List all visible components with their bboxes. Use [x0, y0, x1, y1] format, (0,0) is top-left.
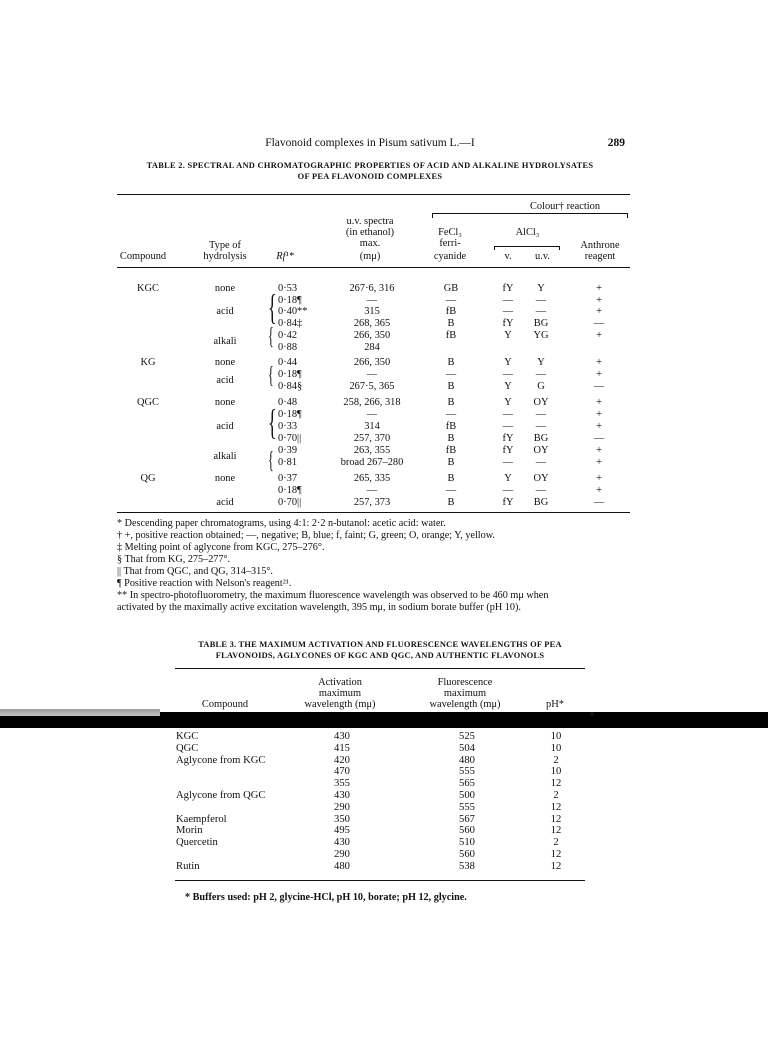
t2-footnote: § That from KG, 275–277°. [117, 554, 231, 565]
t2-cell-fe: B [447, 357, 455, 368]
t3-cell-act: 420 [334, 755, 350, 766]
t2-cell-u: — [535, 409, 547, 420]
t3-cell-flu: 560 [459, 825, 475, 836]
table3-bottom-rule [175, 880, 585, 881]
t2-cell-u: OY [533, 445, 549, 456]
t2-cell-uv: 267·6, 316 [349, 283, 395, 294]
t2-cell-an: + [596, 283, 602, 294]
t2-cell-uv: 315 [364, 306, 380, 317]
t2-cell-compound: KGC [137, 283, 159, 294]
t2-cell-an: + [596, 397, 602, 408]
t2-cell-v: fY [502, 283, 514, 294]
t2-cell-u: BG [533, 318, 549, 329]
t2-cell-v: fY [502, 433, 514, 444]
t3-cell-ph: 12 [550, 861, 562, 872]
t2-cell-v: fY [502, 318, 514, 329]
header-uv: u.v. [535, 251, 550, 262]
t2-cell-fe: B [447, 433, 455, 444]
t2-cell-hyd: acid [216, 421, 234, 432]
header-hydrolysis-1: Type of [209, 240, 241, 251]
header-hydrolysis-2: hydrolysis [203, 251, 247, 262]
scan-artifact-black-bar [0, 716, 768, 728]
t2-cell-fe: B [447, 457, 455, 468]
t2-cell-an: + [596, 330, 602, 341]
page-number: 289 [607, 137, 625, 149]
table2-caption-line1: TABLE 2. SPECTRAL AND CHROMATOGRAPHIC PROPERTIES OF ACID AND ALKALINE HYDROLYSATES [146, 161, 594, 170]
t2-cell-an: — [593, 318, 605, 329]
t2-cell-uv: 314 [364, 421, 380, 432]
t2-cell-an: + [596, 295, 602, 306]
t2-cell-v: Y [504, 381, 512, 392]
t3-cell-act: 480 [334, 861, 350, 872]
rf-group-brace: { [268, 448, 274, 474]
t2-cell-v: Y [504, 330, 512, 341]
t3-cell-compound: Aglycone from QGC [176, 790, 266, 801]
t3-cell-compound: Morin [176, 825, 203, 836]
table2-caption-line2: OF PEA FLAVONOID COMPLEXES [297, 172, 443, 181]
t2-cell-rf: 0·44 [278, 357, 298, 368]
table2-caption [110, 160, 630, 182]
t2-cell-uv: — [366, 485, 378, 496]
t2-cell-v: fY [502, 445, 514, 456]
t2-footnote: † +, positive reaction obtained; —, negative; B, blue; f, faint; G, green; O, orange; Y, yellow. [117, 530, 495, 541]
t2-cell-v: — [502, 485, 514, 496]
t2-cell-rf: 0·40** [278, 306, 308, 317]
t3-cell-flu: 525 [459, 731, 475, 742]
t2-cell-u: — [535, 295, 547, 306]
t2-cell-fe: fB [445, 330, 457, 341]
t2-cell-rf: 0·70|| [278, 497, 302, 508]
t2-cell-compound: QGC [137, 397, 159, 408]
bracket-tick-right [627, 213, 628, 218]
table3-footnote: * Buffers used: pH 2, glycine-HCl, pH 10, borate; pH 12, glycine. [185, 892, 467, 903]
t2-cell-rf: 0·84§ [278, 381, 303, 392]
t2-footnote: * Descending paper chromatograms, using 4:1: 2·2 n-butanol: acetic acid: water. [117, 518, 446, 529]
header-alcl: AlCl₃ [515, 227, 540, 238]
t3-cell-ph: 10 [550, 766, 562, 777]
header-anthrone-1: Anthrone [580, 240, 620, 251]
t3-cell-ph: 2 [553, 790, 559, 801]
t2-footnote: ¶ Positive reaction with Nelson's reagent²¹. [117, 578, 292, 589]
t3-cell-act: 495 [334, 825, 350, 836]
t3-header-flu-3: wavelength (mμ) [429, 699, 501, 710]
t2-cell-u: — [535, 485, 547, 496]
t2-cell-u: YG [533, 330, 549, 341]
t2-cell-hyd: acid [216, 375, 234, 386]
t2-footnote: || That from QGC, and QG, 314–315°. [117, 566, 273, 577]
t2-cell-v: — [502, 457, 514, 468]
t2-cell-an: — [593, 433, 605, 444]
t2-cell-an: + [596, 369, 602, 380]
table3-caption [180, 639, 580, 661]
t2-cell-hyd: none [214, 357, 236, 368]
t2-cell-u: OY [533, 473, 549, 484]
t2-cell-rf: 0·88 [278, 342, 298, 353]
t3-header-compound: Compound [201, 699, 249, 710]
t2-cell-uv: 266, 350 [353, 330, 391, 341]
t2-cell-rf: 0·18¶ [278, 409, 302, 420]
t2-cell-rf: 0·70|| [278, 433, 302, 444]
t2-cell-an: + [596, 421, 602, 432]
t2-cell-fe: — [445, 369, 457, 380]
t3-cell-ph: 2 [553, 837, 559, 848]
header-colour-reaction: Colour† reaction [529, 201, 601, 212]
t2-cell-hyd: acid [216, 306, 234, 317]
t3-cell-ph: 2 [553, 755, 559, 766]
t3-cell-compound: Kaempferol [176, 814, 227, 825]
t2-cell-uv: 257, 373 [353, 497, 391, 508]
t2-cell-rf: 0·48 [278, 397, 298, 408]
t2-cell-v: — [502, 295, 514, 306]
t2-cell-an: + [596, 306, 602, 317]
t2-cell-v: Y [504, 397, 512, 408]
t2-cell-rf: 0·33 [278, 421, 298, 432]
t3-cell-act: 415 [334, 743, 350, 754]
t2-cell-u: — [535, 306, 547, 317]
t3-cell-flu: 504 [459, 743, 475, 754]
t2-cell-uv: 284 [364, 342, 380, 353]
t2-cell-v: fY [502, 497, 514, 508]
t2-cell-uv: 266, 350 [353, 357, 391, 368]
bracket-tick-left [432, 213, 433, 218]
t2-cell-fe: B [447, 397, 455, 408]
t2-cell-fe: fB [445, 421, 457, 432]
table3-top-rule [175, 668, 585, 669]
t2-cell-rf: 0·84‡ [278, 318, 303, 329]
t2-cell-u: G [537, 381, 545, 392]
t2-cell-uv: — [366, 409, 378, 420]
t2-cell-rf: 0·81 [278, 457, 298, 468]
t2-cell-uv: 265, 335 [353, 473, 391, 484]
t2-cell-fe: — [445, 409, 457, 420]
t2-footnote: ** In spectro-photofluorometry, the maximum fluorescence wavelength was observed to be 460 mμ when [117, 590, 549, 601]
t2-cell-u: — [535, 457, 547, 468]
t2-cell-an: + [596, 409, 602, 420]
table3-caption-line2: FLAVONOIDS, AGLYCONES OF KGC AND QGC, AND AUTHENTIC FLAVONOLS [215, 651, 545, 660]
header-fecl-2: ferri- [439, 238, 461, 249]
t2-footnote: activated by the maximally active excitation wavelength, 395 mμ, in sodium borate buffer (pH 10). [117, 602, 521, 613]
t3-cell-flu: 555 [459, 802, 475, 813]
header-v: v. [504, 251, 512, 262]
t2-cell-rf: 0·18¶ [278, 295, 302, 306]
t2-cell-uv: — [366, 369, 378, 380]
alcl-tick-left [494, 246, 495, 250]
t2-cell-hyd: alkali [213, 451, 237, 462]
t3-cell-act: 290 [334, 849, 350, 860]
t3-cell-act: 430 [334, 790, 350, 801]
t3-cell-flu: 560 [459, 849, 475, 860]
t3-cell-ph: 12 [550, 802, 562, 813]
header-uv-4: (mμ) [359, 251, 381, 262]
t2-cell-rf: 0·18¶ [278, 369, 302, 380]
t3-cell-flu: 565 [459, 778, 475, 789]
t2-cell-v: Y [504, 357, 512, 368]
t2-cell-fe: B [447, 318, 455, 329]
t2-cell-u: Y [537, 283, 545, 294]
t3-cell-ph: 10 [550, 731, 562, 742]
t2-cell-fe: — [445, 485, 457, 496]
running-head-title: Flavonoid complexes in Pisum sativum L.—I [265, 137, 475, 149]
header-rf: Rf¹* [276, 251, 294, 262]
t2-cell-an: + [596, 473, 602, 484]
t2-cell-an: — [593, 497, 605, 508]
t2-cell-v: — [502, 409, 514, 420]
t3-cell-act: 470 [334, 766, 350, 777]
rf-group-brace: { [268, 363, 274, 389]
t3-header-ph: pH* [546, 699, 564, 710]
t2-cell-u: OY [533, 397, 549, 408]
t3-cell-compound: Rutin [176, 861, 200, 872]
t3-cell-act: 290 [334, 802, 350, 813]
header-fecl-1: FeCl₃ [438, 227, 462, 238]
t2-cell-an: + [596, 357, 602, 368]
rf-group-brace: { [268, 324, 274, 350]
t3-cell-compound: Aglycone from KGC [176, 755, 266, 766]
t2-cell-an: + [596, 485, 602, 496]
t2-cell-rf: 0·18¶ [278, 485, 302, 496]
t2-cell-uv: broad 267–280 [340, 457, 404, 468]
header-anthrone-2: reagent [584, 251, 616, 262]
t3-header-flu-1: Fluorescence [437, 677, 493, 688]
t2-cell-hyd: none [214, 283, 236, 294]
t2-footnote: ‡ Melting point of aglycone from KGC, 275–276°. [117, 542, 325, 553]
t3-cell-ph: 12 [550, 825, 562, 836]
table3-caption-line1: TABLE 3. THE MAXIMUM ACTIVATION AND FLUORESCENCE WAVELENGTHS OF PEA [198, 640, 562, 649]
table2-header-rule [117, 267, 630, 268]
t2-cell-an: — [593, 381, 605, 392]
t2-cell-fe: B [447, 497, 455, 508]
t2-cell-compound: QG [140, 473, 156, 484]
t2-cell-u: — [535, 369, 547, 380]
t2-cell-uv: 263, 355 [353, 445, 391, 456]
t2-cell-compound: KG [140, 357, 156, 368]
t2-cell-uv: 268, 365 [353, 318, 391, 329]
t2-cell-fe: fB [445, 306, 457, 317]
alcl-tick-right [559, 246, 560, 250]
t3-header-flu-2: maximum [443, 688, 487, 699]
t2-cell-uv: 257, 370 [353, 433, 391, 444]
t2-cell-fe: — [445, 295, 457, 306]
t2-cell-v: Y [504, 473, 512, 484]
header-compound: Compound [119, 251, 167, 262]
t3-cell-flu: 480 [459, 755, 475, 766]
t2-cell-rf: 0·53 [278, 283, 298, 294]
t2-cell-fe: B [447, 381, 455, 392]
scan-speck [590, 712, 594, 716]
t3-cell-compound: KGC [176, 731, 199, 742]
t3-cell-flu: 500 [459, 790, 475, 801]
t2-cell-fe: GB [443, 283, 459, 294]
t2-cell-hyd: acid [216, 497, 234, 508]
t2-cell-uv: 258, 266, 318 [343, 397, 401, 408]
header-uv-3: max. [359, 238, 381, 249]
t3-cell-act: 350 [334, 814, 350, 825]
t3-cell-flu: 510 [459, 837, 475, 848]
t2-cell-v: — [502, 421, 514, 432]
t2-cell-v: — [502, 306, 514, 317]
table2-top-rule [117, 194, 630, 195]
t2-cell-hyd: none [214, 473, 236, 484]
t2-cell-u: — [535, 421, 547, 432]
header-fecl-3: cyanide [433, 251, 467, 262]
t3-cell-ph: 10 [550, 743, 562, 754]
t3-cell-flu: 538 [459, 861, 475, 872]
rf-group-brace: { [268, 287, 277, 327]
t3-header-act-1: Activation [318, 677, 362, 688]
t3-header-act-3: wavelength (mμ) [304, 699, 376, 710]
header-uv-1: u.v. spectra [346, 216, 394, 227]
t3-cell-ph: 12 [550, 778, 562, 789]
t2-cell-rf: 0·42 [278, 330, 298, 341]
t3-cell-compound: Quercetin [176, 837, 218, 848]
t2-cell-hyd: alkali [213, 336, 237, 347]
t3-cell-act: 355 [334, 778, 350, 789]
t2-cell-v: — [502, 369, 514, 380]
t2-cell-fe: B [447, 473, 455, 484]
t2-cell-fe: fB [445, 445, 457, 456]
table2-bottom-rule [117, 512, 630, 513]
t2-cell-u: Y [537, 357, 545, 368]
t2-cell-uv: 267·5, 365 [349, 381, 395, 392]
t3-cell-compound: QGC [176, 743, 199, 754]
t2-cell-rf: 0·39 [278, 445, 298, 456]
t3-header-act-2: maximum [318, 688, 362, 699]
t3-cell-flu: 555 [459, 766, 475, 777]
t2-cell-an: + [596, 457, 602, 468]
t2-cell-an: + [596, 445, 602, 456]
rf-group-brace: { [268, 402, 277, 442]
t3-cell-act: 430 [334, 837, 350, 848]
colour-reaction-bracket [432, 213, 628, 214]
t2-cell-hyd: none [214, 397, 236, 408]
t2-cell-u: BG [533, 497, 549, 508]
running-head [115, 137, 625, 153]
t3-cell-act: 430 [334, 731, 350, 742]
t3-cell-ph: 12 [550, 849, 562, 860]
t2-cell-uv: — [366, 295, 378, 306]
t2-cell-u: BG [533, 433, 549, 444]
t3-cell-flu: 567 [459, 814, 475, 825]
alcl-bracket [494, 246, 560, 247]
header-uv-2: (in ethanol) [345, 227, 395, 238]
t3-cell-ph: 12 [550, 814, 562, 825]
t2-cell-rf: 0·37 [278, 473, 298, 484]
